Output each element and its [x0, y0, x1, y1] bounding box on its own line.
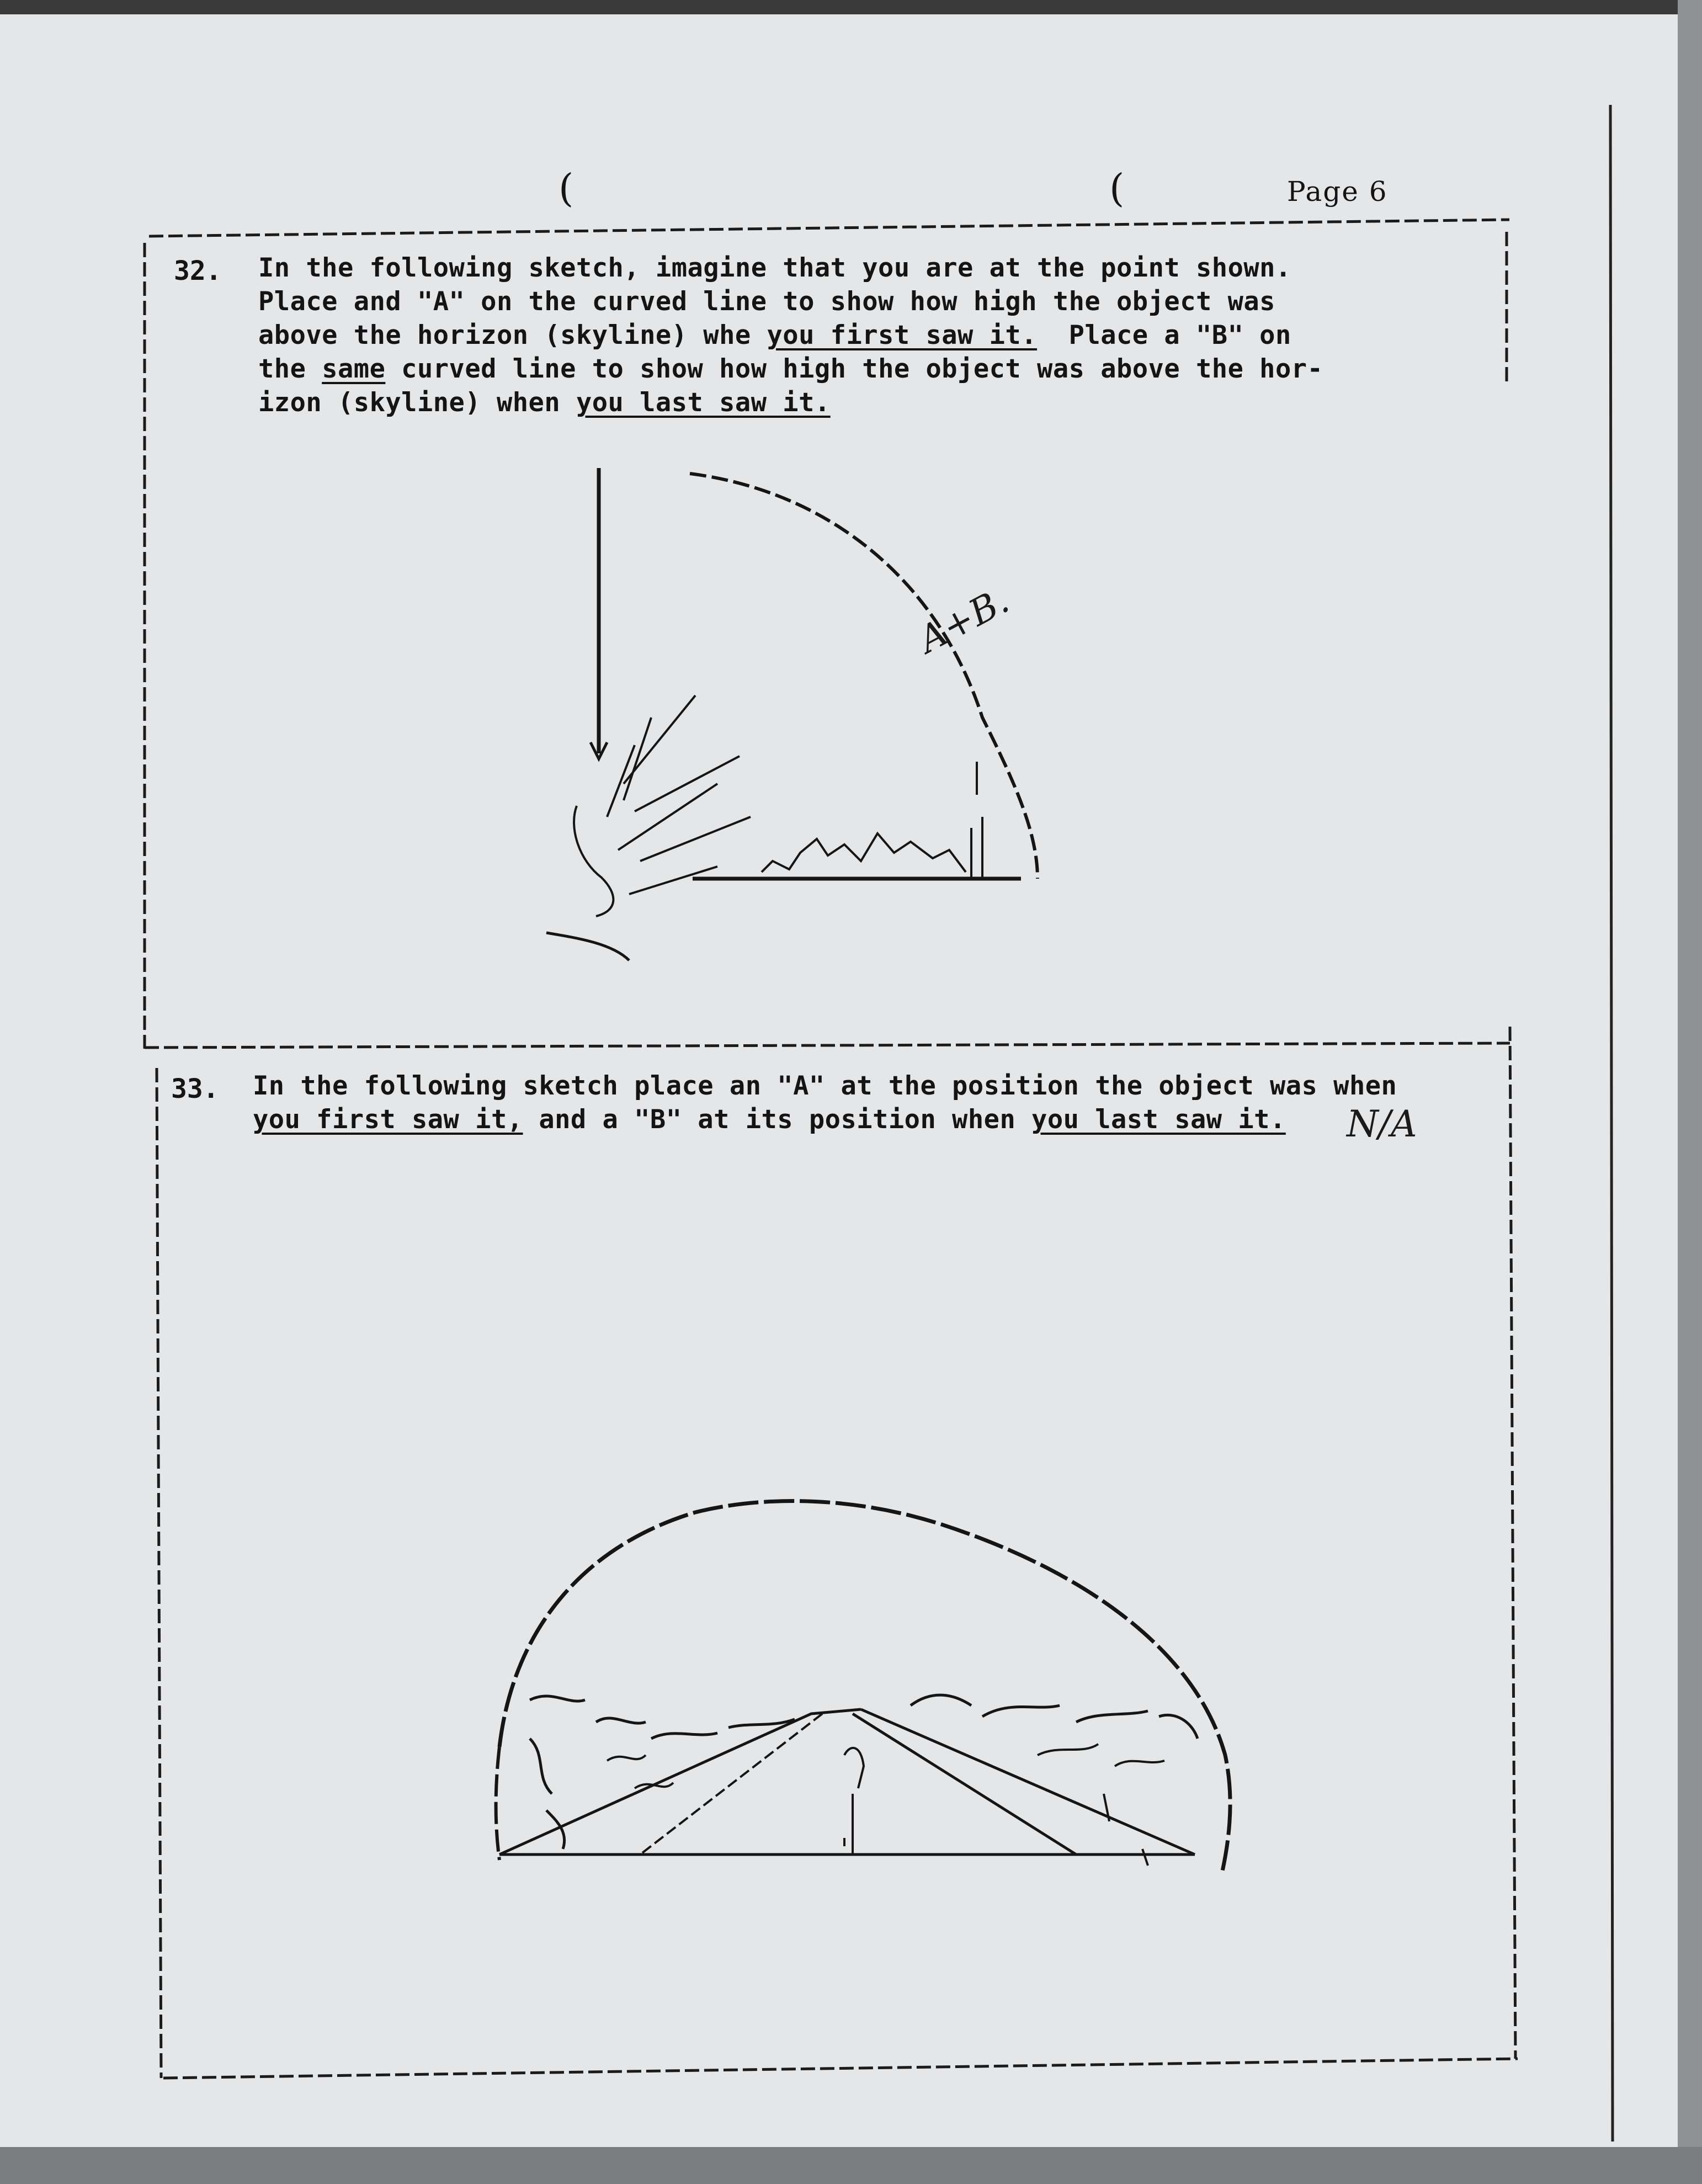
q33-line-2-mid: and a "B" at its position when — [523, 1104, 1032, 1135]
q32-line-3-tail: Place a "B" on — [1037, 320, 1291, 350]
road-right-lane — [853, 1714, 1076, 1854]
road-left-edge — [499, 1709, 861, 1854]
road-right-edge — [861, 1709, 1195, 1854]
q33-line-2 — [253, 1103, 1397, 1136]
question-32-text — [258, 251, 1323, 419]
frame-left-lower — [157, 1068, 161, 2078]
q32-line-2: Place and "A" on the curved line to show how high the object was — [258, 286, 1275, 317]
frame-bottom-line — [163, 2059, 1518, 2078]
q32-line-3 — [258, 318, 1323, 352]
punch-mark-right: ( — [1109, 166, 1125, 211]
q33-line-1: In the following sketch place an "A" at the position the object was when — [253, 1071, 1397, 1101]
q32-line-4 — [258, 352, 1323, 386]
page-edge-line — [1610, 105, 1613, 2142]
frame-top-line — [149, 220, 1509, 236]
question-33-text — [253, 1069, 1397, 1136]
q32-last-saw-underlined: you last saw it. — [576, 387, 831, 418]
sky-dome — [499, 1501, 1230, 1871]
punch-mark-left: ( — [559, 166, 574, 211]
q32-first-saw-underlined: you first saw it. — [767, 320, 1038, 350]
q32-line-4-tail: curved line to show how high the object was above the hor- — [385, 354, 1323, 384]
q32-line-5 — [258, 386, 1323, 419]
question-32-number: 32. — [174, 256, 222, 286]
q33-sketch — [496, 1501, 1230, 1871]
q32-sketch — [546, 468, 1038, 960]
q33-last-saw-underlined: you last saw it. — [1031, 1104, 1286, 1135]
page-number: Page 6 — [1287, 176, 1388, 208]
q32-line-4-start: the — [258, 354, 322, 384]
q32-same-underlined: same — [322, 354, 386, 384]
q32-line-1: In the following sketch, imagine that you are at the point shown. — [258, 253, 1291, 283]
question-33-number: 33. — [171, 1074, 219, 1104]
frame-right-lower — [1510, 1027, 1515, 2059]
q33-first-saw-underlined: you first saw it, — [253, 1104, 523, 1135]
q33-handwritten-answer: N/A — [1347, 1103, 1417, 1145]
q32-line-5-start: izon (skyline) when — [258, 387, 576, 418]
elevation-arc — [690, 474, 1038, 879]
q32-handwritten-answer: A+B. — [912, 579, 1016, 661]
frame-divider — [145, 1043, 1510, 1048]
q32-line-3-start: above the horizon (skyline) whe — [258, 320, 767, 350]
